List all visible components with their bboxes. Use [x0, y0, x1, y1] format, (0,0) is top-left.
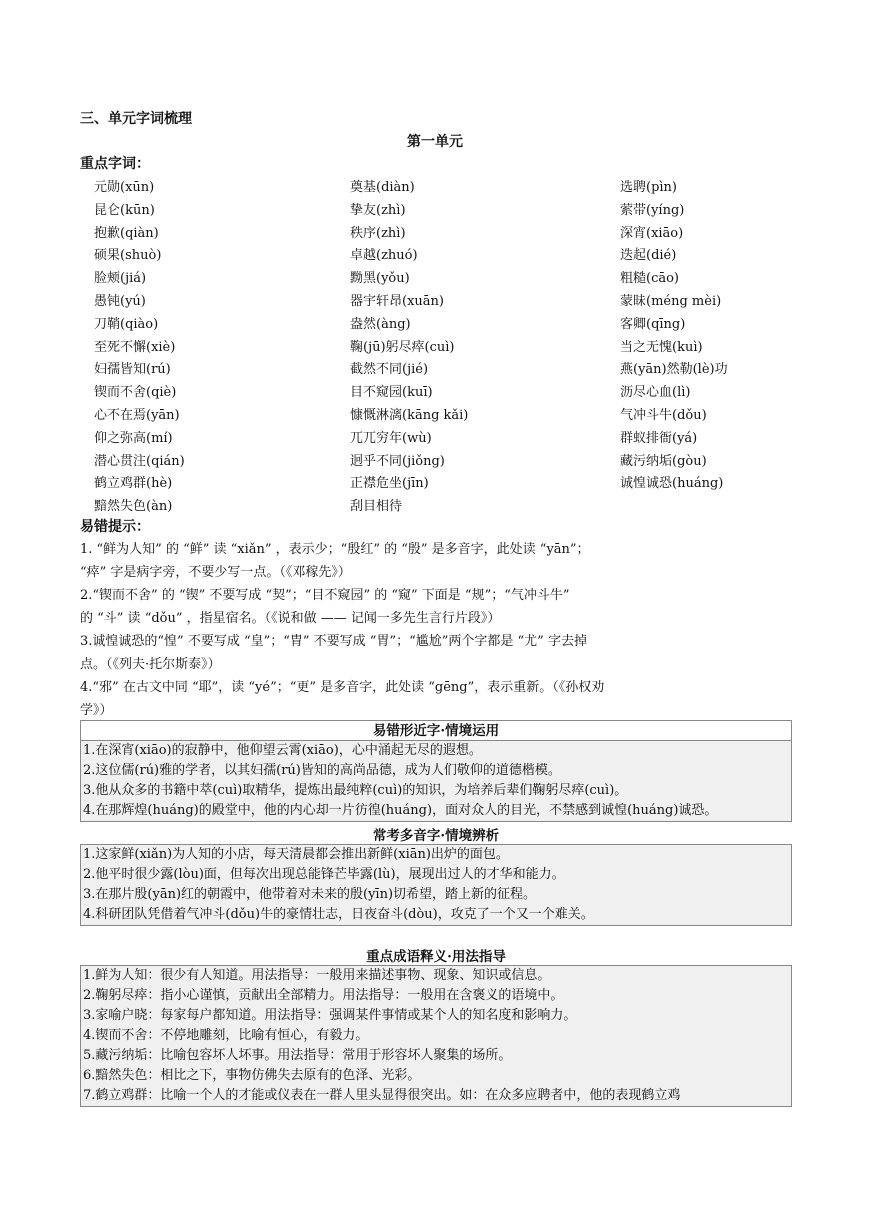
key-words-row	[94, 199, 804, 222]
tip-line: 2.“锲而不舍” 的 “锲” 不要写成 “契”；“目不窥园” 的 “窥” 下面是 “规”；“气冲斗牛”	[80, 588, 570, 603]
box1-title: 易错形近字·情境运用	[80, 720, 792, 741]
tip-line: 3.诚惶诚恐的“惶” 不要写成 “皇”；“胄” 不要写成 “胃”；“尴尬”两个字都是 “尤” 字去掉	[80, 634, 587, 649]
box2-content	[80, 844, 792, 926]
key-word: 奠基(diàn)	[350, 180, 415, 195]
key-word: 藏污纳垢(gòu)	[620, 453, 707, 469]
section-title: 三、单元字词梳理	[80, 111, 192, 127]
key-word: 深宵(xiāo)	[620, 225, 684, 241]
key-word: 群蚁排衙(yá)	[620, 430, 698, 446]
box2-line: 2.他平时很少露(lòu)面，但每次出现总能锋芒毕露(lù)，展现出过人的才华和能力。	[83, 867, 565, 882]
key-word: 秩序(zhì)	[350, 225, 406, 241]
key-words-row	[94, 336, 804, 359]
key-word: 迭起(dié)	[620, 248, 677, 264]
key-word: 气冲斗牛(dǒu)	[620, 407, 707, 423]
key-words-grid	[94, 176, 804, 518]
key-word: 选聘(pìn)	[620, 180, 677, 195]
key-words-row	[94, 244, 804, 267]
key-word: 刮目相待	[350, 499, 403, 515]
box1-line: 2.这位儒(rú)雅的学者，以其妇孺(rú)皆知的高尚品德，成为人们敬仰的道德楷模。	[83, 763, 561, 778]
key-word: 燕(yān)然勒(lè)功	[620, 362, 728, 378]
key-word: 萦带(yíng)	[620, 202, 685, 218]
key-words-row	[94, 176, 804, 199]
box3-line: 7.鹤立鸡群：比喻一个人的才能或仪表在一群人里头显得很突出。如：在众多应聘者中，他的表现鹤立鸡	[83, 1088, 681, 1103]
key-word: 黝黑(yǒu)	[350, 271, 410, 287]
key-word: 刀鞘(qiào)	[94, 316, 159, 332]
tip-line: 的 “斗” 读 “dǒu” ，指星宿名。（《说和做 —— 记闻一多先生言行片段》）	[80, 611, 501, 626]
box3-line: 5.藏污纳垢：比喻包容坏人坏事。用法指导：常用于形容坏人聚集的场所。	[83, 1048, 512, 1063]
key-words-row	[94, 313, 804, 336]
key-word: 至死不懈(xiè)	[94, 339, 176, 355]
key-words-row	[94, 404, 804, 427]
tip-line: 学》）	[80, 703, 113, 718]
key-words-row	[94, 267, 804, 290]
box3-line: 6.黯然失色：相比之下，事物仿佛失去原有的色泽、光彩。	[83, 1068, 421, 1083]
key-word: 黯然失色(àn)	[94, 499, 173, 515]
key-word: 挚友(zhì)	[350, 202, 406, 218]
key-word: 元勋(xūn)	[94, 180, 155, 195]
key-word: 硕果(shuò)	[94, 248, 162, 264]
key-words-row	[94, 450, 804, 473]
key-word: 器宇轩昂(xuān)	[350, 293, 444, 309]
key-word: 迥乎不同(jiǒng)	[350, 453, 445, 469]
key-word: 仰之弥高(mí)	[94, 430, 173, 446]
key-words-row	[94, 472, 804, 495]
key-word: 鞠(jū)躬尽瘁(cuì)	[350, 339, 455, 355]
key-word: 沥尽心血(lì)	[620, 385, 691, 401]
key-word: 卓越(zhuó)	[350, 248, 418, 264]
key-words-row	[94, 222, 804, 245]
key-word: 慷慨淋漓(kāng kǎi)	[350, 407, 469, 423]
box3-line: 1.鲜为人知：很少有人知道。用法指导：一般用来描述事物、现象、知识或信息。	[83, 968, 551, 983]
key-word: 心不在焉(yān)	[94, 407, 180, 423]
key-word: 客卿(qīng)	[620, 316, 686, 332]
tips-label: 易错提示：	[80, 519, 150, 535]
unit-title: 第一单元	[407, 134, 463, 150]
key-word: 截然不同(jié)	[350, 362, 429, 378]
key-word: 脸颊(jiá)	[94, 271, 147, 287]
key-word: 昆仑(kūn)	[94, 202, 155, 218]
box1-content	[80, 740, 792, 822]
key-words-row	[94, 290, 804, 313]
box3-line: 2.鞠躬尽瘁：指小心谨慎，贡献出全部精力。用法指导：一般用在含褒义的语境中。	[83, 988, 564, 1003]
key-word: 目不窥园(kuī)	[350, 385, 433, 401]
key-word: 抱歉(qiàn)	[94, 225, 159, 241]
key-word: 正襟危坐(jīn)	[350, 476, 429, 492]
key-word: 盎然(àng)	[350, 316, 411, 332]
tip-line: 点。（《列夫·托尔斯泰》）	[80, 657, 221, 672]
key-words-row	[94, 427, 804, 450]
box2-line: 3.在那片殷(yān)红的朝霞中，他带着对未来的殷(yīn)切希望，踏上新的征程。	[83, 887, 537, 902]
key-words-row	[94, 381, 804, 404]
key-word: 妇孺皆知(rú)	[94, 362, 171, 378]
box2-title: 常考多音字·情境辨析	[372, 828, 500, 844]
key-word: 兀兀穷年(wù)	[350, 430, 432, 446]
box3-line: 3.家喻户晓：每家每户都知道。用法指导：强调某件事情或某个人的知名度和影响力。	[83, 1008, 577, 1023]
box1-line: 4.在那辉煌(huáng)的殿堂中，他的内心却一片彷徨(huáng)，面对众人的目光，不禁感到诚惶(huáng)诚恐。	[83, 803, 718, 818]
box3-line: 4.锲而不舍：不停地雕刻，比喻有恒心，有毅力。	[83, 1028, 369, 1043]
key-word: 愚钝(yú)	[94, 293, 146, 309]
tips-list	[80, 538, 792, 722]
key-words-row	[94, 358, 804, 381]
box3-title: 重点成语释义·用法指导	[366, 949, 506, 965]
box1-line: 1.在深宵(xiāo)的寂静中，他仰望云霄(xiāo)，心中涌起无尽的遐想。	[83, 743, 482, 758]
key-words-row	[94, 495, 804, 518]
box2-line: 4.科研团队凭借着气冲斗(dǒu)牛的豪情壮志，日夜奋斗(dòu)，攻克了一个又一个难关。	[83, 907, 594, 922]
key-word: 鹤立鸡群(hè)	[94, 476, 173, 492]
box1-line: 3.他从众多的书籍中萃(cuì)取精华，提炼出最纯粹(cuì)的知识，为培养后辈们鞠躬尽瘁(cuì)。	[83, 783, 628, 798]
tip-line: 1. “鲜为人知” 的 “鲜” 读 “xiǎn” ，表示少；“殷红” 的 “殷” 是多音字，此处读 “yān”；	[80, 542, 590, 557]
tip-line: “瘁” 字是病字旁，不要少写一点。（《邓稼先》）	[80, 565, 351, 580]
key-words-label: 重点字词：	[80, 156, 150, 172]
box2-line: 1.这家鲜(xiǎn)为人知的小店，每天清晨都会推出新鲜(xiān)出炉的面包。	[83, 847, 509, 862]
key-word: 诚惶诚恐(huáng)	[620, 476, 724, 492]
key-word: 潜心贯注(qián)	[94, 453, 185, 469]
key-word: 粗糙(cāo)	[620, 271, 680, 287]
box3-content	[80, 965, 792, 1107]
key-word: 蒙昧(méng mèi)	[620, 293, 722, 309]
key-word: 锲而不舍(qiè)	[94, 385, 177, 401]
key-word: 当之无愧(kuì)	[620, 339, 703, 355]
tip-line: 4.“邪” 在古文中同 “耶”，读 “yé”；“更” 是多音字，此处读 “gēng”，表示重新。（《孙权劝	[80, 680, 605, 695]
